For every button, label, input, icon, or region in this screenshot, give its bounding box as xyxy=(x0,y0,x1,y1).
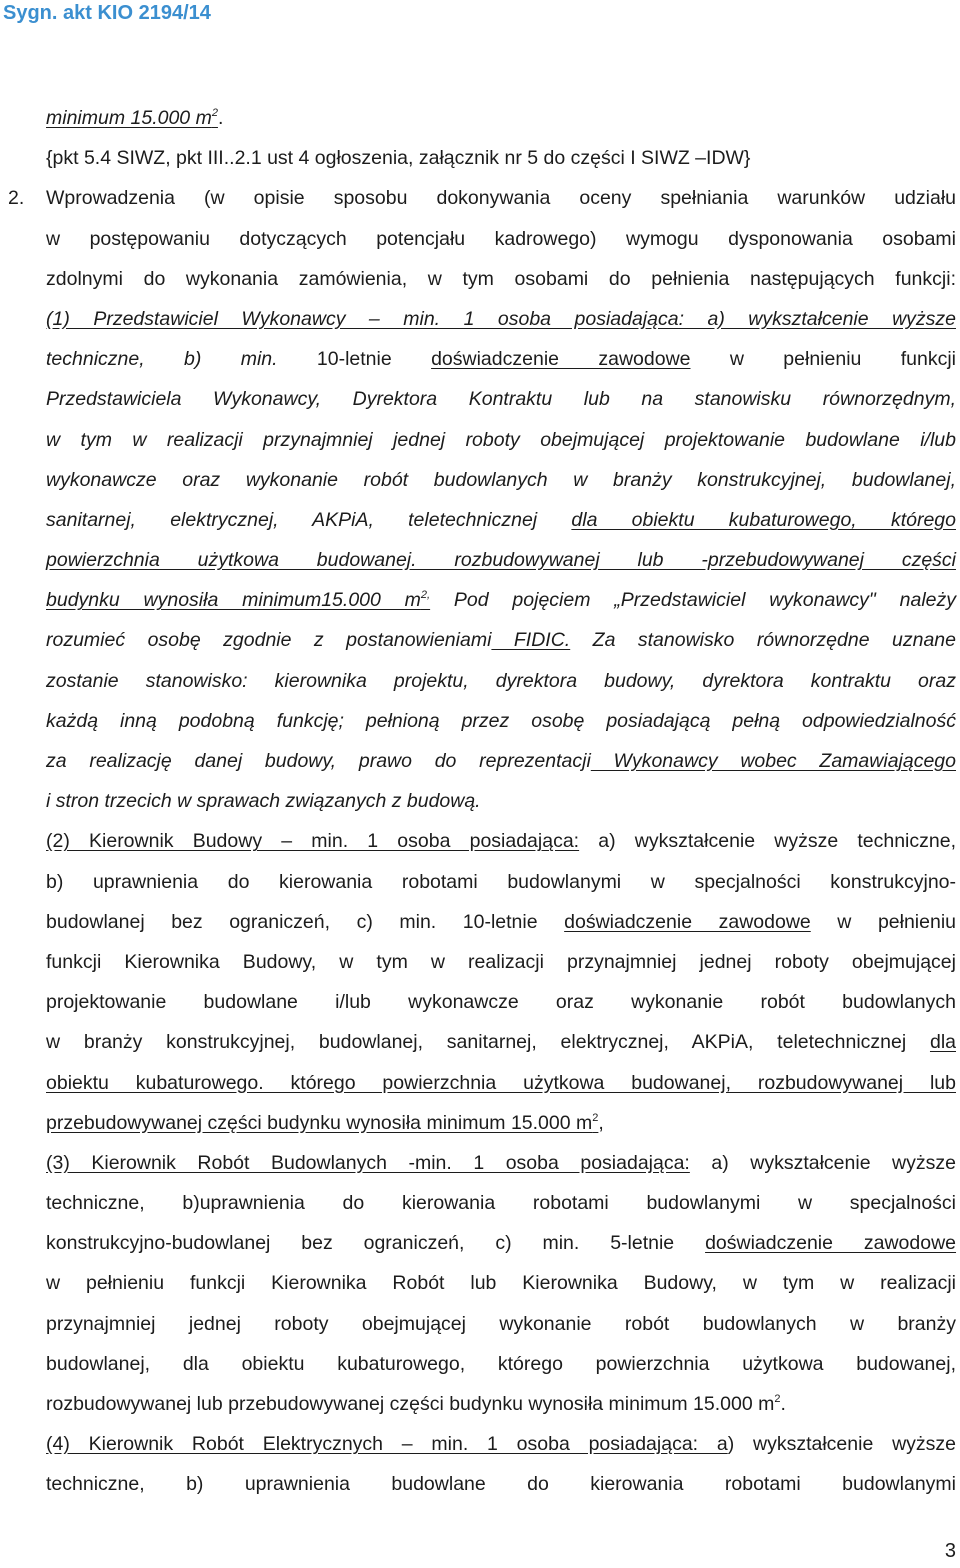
p1-line-4: w tym w realizacji przynajmniej jednej roboty obejmującej projektowanie budowlane i/lub xyxy=(46,428,956,451)
p1-line-2: techniczne, b) min. 10-letnie doświadczenie zawodowe w pełnieniu funkcji xyxy=(46,348,957,371)
p1-line-10: zostanie stanowisko: kierownika projektu, dyrektora budowy, dyrektora kontraktu oraz xyxy=(46,669,956,692)
p3-line-1: (3) Kierownik Robót Budowlanych -min. 1 osoba posiadająca: a) wykształcenie wyższe xyxy=(46,1151,956,1174)
p3-line-4: w pełnieniu funkcji Kierownika Robót lub Kierownika Budowy, w tym w realizacji xyxy=(46,1272,956,1295)
p1-line-6: sanitarnej, elektrycznej, AKPiA, teletechnicznej dla obiektu kubaturowego, którego xyxy=(46,508,956,531)
p2-line-4: funkcji Kierownika Budowy, w tym w realizacji przynajmniej jednej roboty obejmującej xyxy=(46,950,956,973)
page-number: 3 xyxy=(944,1540,956,1562)
p2-line-3: budowlanej bez ograniczeń, c) min. 10-letnie doświadczenie zawodowe w pełnieniu xyxy=(46,910,957,933)
p2-line-2: b) uprawnienia do kierowania robotami budowlanymi w specjalności konstrukcyjno- xyxy=(46,870,956,893)
p1-line-13: i stron trzecich w sprawach związanych z budową. xyxy=(46,790,481,813)
line-reference: {pkt 5.4 SIWZ, pkt III..2.1 ust 4 ogłoszenia, załącznik nr 5 do części I SIWZ –IDW} xyxy=(46,147,751,170)
item-2-line-3: zdolnymi do wykonania zamówienia, w tym osobami do pełnienia następujących funkcji: xyxy=(46,267,956,290)
p4-line-1: (4) Kierownik Robót Elektrycznych – min. 1 osoba posiadająca: a) wykształcenie wyższe xyxy=(46,1433,956,1456)
p1-line-1: (1) Przedstawiciel Wykonawcy – min. 1 osoba posiadająca: a) wykształcenie wyższe xyxy=(46,307,956,330)
p1-line-8: budynku wynosiła minimum15.000 $m^{2,}$ Pod pojęciem „Przedstawiciel wykonawcy" należy xyxy=(46,589,957,612)
p4-line-2: techniczne, b) uprawnienia budowlane do kierowania robotami budowlanymi xyxy=(46,1473,956,1496)
item-2-line-2: w postępowaniu dotyczących potencjału kadrowego) wymogu dysponowania osobami xyxy=(46,227,956,250)
p1-line-3: Przedstawiciela Wykonawcy, Dyrektora Kontraktu lub na stanowisku równorzędnym, xyxy=(46,388,956,411)
p2-line-5: projektowanie budowlane i/lub wykonawcze oraz wykonanie robót budowlanych xyxy=(46,991,956,1014)
p3-line-6: budowlanej, dla obiektu kubaturowego, którego powierzchnia użytkowa budowanej, xyxy=(46,1352,956,1375)
p3-line-7: rozbudowywanej lub przebudowywanej części budynku wynosiła minimum 15.000 $m^2$. xyxy=(46,1393,786,1415)
p2-line-8: przebudowywanej części budynku wynosiła minimum 15.000 $m^2$, xyxy=(46,1111,604,1134)
item-number: 2. xyxy=(8,187,25,210)
p1-line-5: wykonawcze oraz wykonanie robót budowlanych w branży konstrukcyjnej, budowlanej, xyxy=(46,468,956,491)
document-body xyxy=(8,98,957,1505)
p3-line-2: techniczne, b)uprawnienia do kierowania robotami budowlanymi w specjalności xyxy=(46,1192,956,1215)
p3-line-5: przynajmniej jednej roboty obejmującej wykonanie robót budowlanych w branży xyxy=(46,1312,956,1335)
line-minimum: minimum 15.000 $m^2$. xyxy=(46,107,224,129)
p1-line-9: rozumieć osobę zgodnie z postanowieniami FIDIC. Za stanowisko równorzędne uznane xyxy=(46,629,956,652)
p2-line-7: obiektu kubaturowego. którego powierzchnia użytkowa budowanej, rozbudowywanej lub xyxy=(46,1071,956,1094)
item-2-line-1: 2. Wprowadzenia (w opisie sposobu dokonywania oceny spełniania warunków udziału xyxy=(46,178,956,218)
document-signature-header: Sygn. akt KIO 2194/14 xyxy=(3,2,211,24)
p3-line-3: konstrukcyjno-budowlanej bez ograniczeń, c) min. 5-letnie doświadczenie zawodowe xyxy=(46,1232,957,1255)
p1-line-7: powierzchnia użytkowa budowanej. rozbudowywanej lub -przebudowywanej części xyxy=(46,549,956,572)
p2-line-6: w branży konstrukcyjnej, budowlanej, sanitarnej, elektrycznej, AKPiA, teletechnicznej dla xyxy=(46,1031,956,1054)
p1-line-11: każdą inną podobną funkcję; pełnioną przez osobę posiadającą pełną odpowiedzialność xyxy=(46,709,956,732)
p1-line-12: za realizację danej budowy, prawo do reprezentacji Wykonawcy wobec Zamawiającego xyxy=(46,750,956,772)
p2-line-1: (2) Kierownik Budowy – min. 1 osoba posiadająca: a) wykształcenie wyższe techniczne, xyxy=(46,830,957,853)
